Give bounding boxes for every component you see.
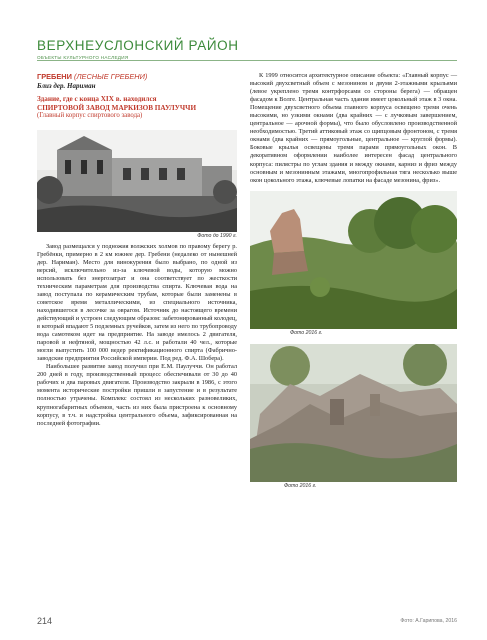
left-paragraph-2: Наибольшее развитие завод получил при Е.М. Паулуччи. Он работал 200 дней в году, производственный процесс обеспечивали от 30 до 40 рабочих и два паровых двигателя. Производство закрыли в 1986, с этого момента исторические постройки пришли в запустение и в результате полностью утрачены. Комплекс состоял из нескольких разновеликих, крупногабаритных объемов, часть из них была пристроена к основному корпусу, в т.ч. и надстройка центрального объема, зафиксированная на последней фотографии. <box>37 363 237 427</box>
photo-credit: Фото: А.Гарипова, 2016 <box>400 618 457 624</box>
page-header <box>37 38 457 60</box>
page-number: 214 <box>37 616 53 626</box>
left-column <box>37 72 237 428</box>
ruins-photo-1 <box>250 191 457 329</box>
ruins-photo-1-caption: Фото 2016 г. <box>290 329 323 336</box>
right-column <box>250 72 457 489</box>
entry-title-main: ГРЕБЕНИ <box>37 72 72 81</box>
entry-location: Близ дер. Нариман <box>37 82 96 90</box>
region-title: ВЕРХНЕУСЛОНСКИЙ РАЙОН <box>37 38 239 53</box>
object-title-line-1: Здание, где с конца XIX в. находился <box>37 95 157 103</box>
entry-title <box>37 72 237 81</box>
header-divider <box>37 60 457 61</box>
left-paragraph-1: Завод размещался у подножия волжских холмов по правому берегу р. Гребёнки, примерно в 2 км южнее дер. Гребени (недалеко от нынешней дер. Нариман). Место для винокурения было выбрано, по одной из версий, исключительно из-за ключевой воды, которую можно использовать без энергозатрат и она соответствует по жесткости техническим параметрам для производства спирта. Ключевая вода на завод поступала по керамическим трубам, которые были заменены в советское время металлическими, из специального источника, находившегося в лесочке за оврагом. Источник до настоящего времени действующий и устроен следующим образом: забетонированный колодец, в который впадают 5 подземных ручейков, затем из него по трубопроводу вода самотеком идет на предприятие. На заводе имелось 2 двигателя, паровой и нефтяной, мощностью 42 л.с. и работали 40 чел., которые могли выпустить 100 000 ведер ректификационного спирта (Фабрично-заводские предприятия Российской империи. Под ред. Ф.А. Шобера). <box>37 242 237 363</box>
historic-photo-caption: Фото до 1990 г. <box>197 232 237 239</box>
ruins-photo-2-caption: Фото 2016 г. <box>284 482 317 489</box>
entry-title-alt: (ЛЕСНЫЕ ГРЕБЕНИ) <box>74 72 148 81</box>
object-title-line-2: СПИРТОВОЙ ЗАВОД МАРКИЗОВ ПАУЛУЧЧИ <box>37 103 197 112</box>
right-paragraph-1: К 1999 относится архитектурное описание объекта: «Главный корпус — высокий двухсветный объем с мезонином и двумя 2-этажными крыльями (левое укреплено тремя контрфорсами со стороны берега) — обращен фасадом к Волге. Центральная часть здания имеет цокольный этаж в 3 окна. Помещение двухсветного объема главного корпуса освещено тремя очень высокими, но узкими окнами (два крайних — с лучковым завершением, центральное — арочной формы), что было обусловлено производственной необходимостью. Третий аттиковый этаж со щипцовым фронтоном, с тремя окнами (два крайних — прямоугольные, центральное — круглой формы). Боковые крылья освещены тремя парами прямоугольных окон. В декоративном оформлении наиболее интересен фасад центрального корпуса: пилястры по углам здания и между окнами, карниз и фриз между основным и мезонинным этажами, многопрофильная тяга несколько выше окон цокольного этажа, ключевые лопатки на фасаде мезонина, фриз». <box>250 72 457 184</box>
historic-photo <box>37 130 237 232</box>
region-subtitle: ОБЪЕКТЫ КУЛЬТУРНОГО НАСЛЕДИЯ <box>37 55 129 60</box>
object-note: (Главный корпус спиртового завода) <box>37 112 143 120</box>
ruins-photo-2 <box>250 344 457 482</box>
